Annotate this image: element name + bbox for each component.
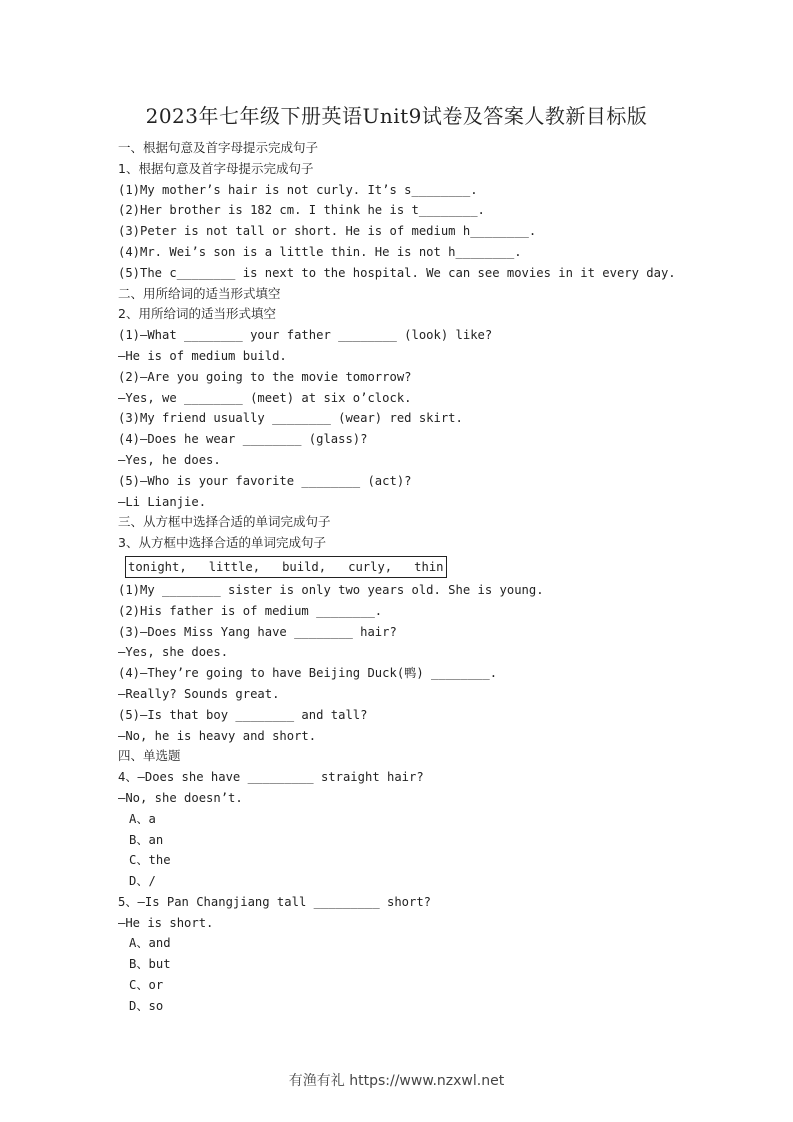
footer-watermark: 有渔有礼 https://www.nzxwl.net [288,1073,505,1089]
question-item: (2)Her brother is 182 cm. I think he is t________. [118,203,485,218]
section-3-heading: 三、从方框中选择合适的单词完成句子 [118,514,331,530]
option-d: D、/ [129,874,156,889]
question-item: (3)—Does Miss Yang have ________ hair? [118,624,397,639]
question-item: (5)—Who is your favorite ________ (act)? [118,473,412,488]
question-item: (1)My ________ sister is only two years old. She is young. [118,582,544,597]
question-5-stem: 5、—Is Pan Changjiang tall _________ short? [118,894,432,909]
section-3-subheading: 3、从方框中选择合适的单词完成句子 [118,535,326,551]
question-item: (2)—Are you going to the movie tomorrow? [118,369,412,384]
question-item: —No, he is heavy and short. [118,728,317,743]
question-item: (3)My friend usually ________ (wear) red skirt. [118,411,463,426]
page-title: 2023年七年级下册英语Unit9试卷及答案人教新目标版 [145,104,648,128]
question-5-reply: —He is short. [118,915,214,930]
question-item: (4)—They’re going to have Beijing Duck(鸭) ________. [118,666,498,681]
question-item: —Really? Sounds great. [118,686,280,701]
question-item: —Yes, he does. [118,452,221,467]
question-item: (4)Mr. Wei’s son is a little thin. He is not h________. [118,244,522,259]
question-item: (1)My mother’s hair is not curly. It’s s________. [118,182,478,197]
section-1-heading: 一、根据句意及首字母提示完成句子 [118,140,319,155]
section-2-subheading: 2、用所给词的适当形式填空 [118,306,276,322]
word-box-text: tonight, little, build, curly, thin [128,559,444,574]
section-2-heading: 二、用所给词的适当形式填空 [118,285,281,301]
question-item: —Li Lianjie. [118,494,207,509]
option-c: C、the [129,853,171,868]
option-a: A、a [129,811,156,826]
section-4-heading: 四、单选题 [118,748,181,764]
question-item: —Yes, she does. [118,645,229,660]
question-item: (1)—What ________ your father ________ (look) like? [118,328,493,343]
section-1-subheading: 1、根据句意及首字母提示完成句子 [118,160,314,176]
question-item: (4)—Does he wear ________ (glass)? [118,432,368,447]
question-4-reply: —No, she doesn’t. [118,790,243,805]
question-item: (5)The c________ is next to the hospital. We can see movies in it every day. [118,265,676,280]
word-box-row [118,554,758,580]
option-b: B、but [129,957,171,972]
question-item: (3)Peter is not tall or short. He is of medium h________. [118,224,537,239]
word-box [125,556,447,578]
question-item: —He is of medium build. [118,348,287,363]
option-b: B、an [129,832,164,847]
question-item: —Yes, we ________ (meet) at six o’clock. [118,390,412,405]
option-c: C、or [129,978,164,993]
question-item: (2)His father is of medium ________. [118,603,383,618]
option-a: A、and [129,936,171,951]
option-d: D、so [129,998,164,1013]
document-body [118,138,758,1017]
question-item: (5)—Is that boy ________ and tall? [118,707,368,722]
question-4-stem: 4、—Does she have _________ straight hair? [118,770,424,785]
